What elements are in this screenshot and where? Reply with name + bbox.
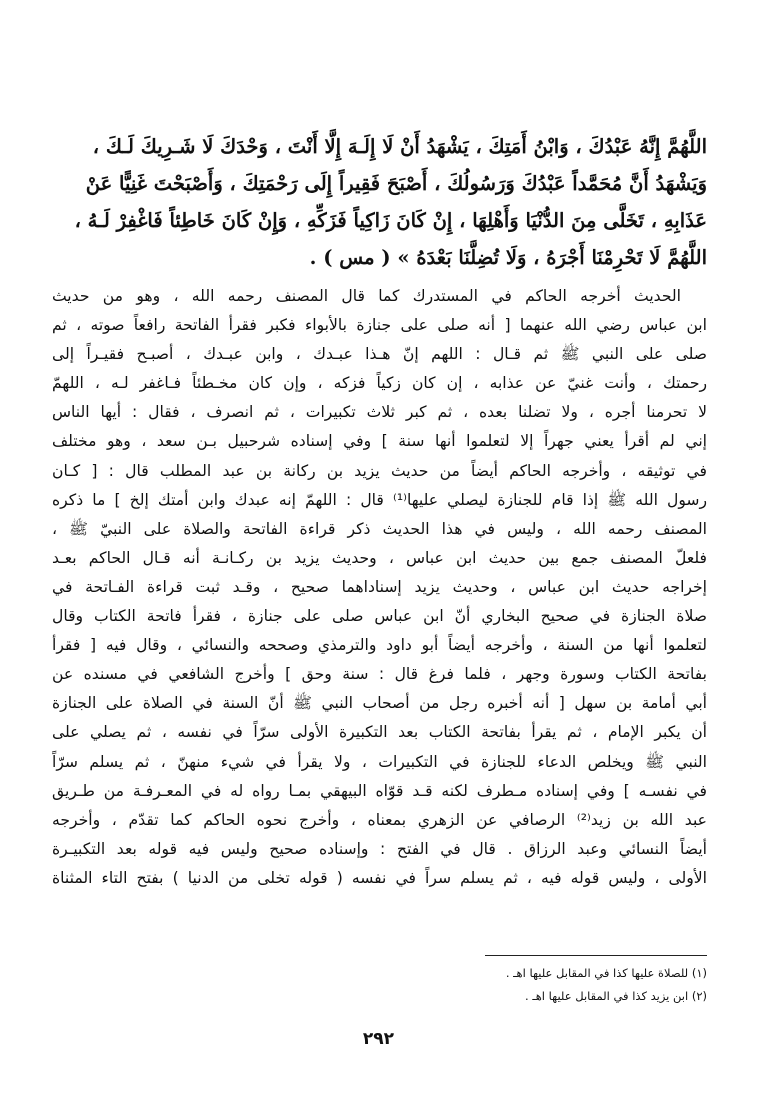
hadith-line: وَيَشْهَدُ أَنَّ مُحَمَّداً عَبْدُكَ وَرَسُولُكَ ، أَصْبَحَ فَقِيراً إِلَى رَحْمَتِكَ ، وَأَصْبَحْتَ غَنِيًّا عَنْ	[85, 172, 707, 195]
commentary-line: عبد الله بن زيد⁽²⁾ الرصافي عن الزهري بمعناه ، وأخرج نحوه الحاكم كما تقدّم ، وأخرجه	[52, 810, 707, 829]
hadith-line: اللَّهُمَّ لَا تَحْرِمْنَا أَجْرَهُ ، وَلَا تُضِلَّنَا بَعْدَهُ » ( مس ) .	[309, 246, 707, 269]
footnote-1: (١) للصلاة عليها كذا في المقابل عليها اهـ .	[505, 966, 707, 980]
commentary-line: أبي أمامة بن سهل [ أنه أخبره رجل من أصحاب النبي ﷺ أنّ السنة في الصلاة على الجنازة	[52, 694, 707, 713]
commentary-line: بفاتحة الكتاب وسورة وجهر ، فلما فرغ قال : سنة وحق ] وأخرج الشافعي في مسنده عن	[52, 665, 707, 684]
commentary-line: الحديث أخرجه الحاكم في المستدرك كما قال المصنف رحمه الله ، وهو من حديث	[52, 287, 681, 305]
commentary-line: رسول الله ﷺ إذا قام للجنازة ليصلي عليها⁽¹⁾ قال : اللهمّ إنه عبدك وابن أمتك إلخ ] ما ذكره	[52, 490, 707, 509]
commentary-line: صلى على النبي ﷺ ثم قـال : اللهم إنّ هـذا عبـدك ، وابن عبـدك ، أصبـح فقيـراً إلى	[52, 345, 707, 364]
commentary-line: المصنف رحمه الله ، وليس في هذا الحديث ذكر قراءة الفاتحة والصلاة على النبيّ ﷺ ،	[52, 519, 707, 538]
commentary-line: إني لم أقرأ يعني جهراً إلا لتعلموا أنها سنة ] وفي إسناده شرحبيل بـن سعد ، وهو مختلف	[52, 432, 707, 451]
page-body	[52, 128, 707, 893]
commentary-text	[52, 282, 707, 893]
hadith-line: عَذَابِهِ ، تَخَلَّى مِنَ الدُّنْيَا وَأَهْلِهَا ، إِنْ كَانَ زَاكِياً فَزَكِّهِ ، وَإِنْ كَانَ خَاطِئاً فَاغْفِرْ لَـهُ ،	[74, 209, 707, 232]
footnotes	[287, 962, 707, 1008]
footnote-divider	[485, 955, 707, 956]
commentary-line: صلاة الجنازة في صحيح البخاري أنّ ابن عباس صلى على جنازة ، فقرأ فاتحة الكتاب وقال	[52, 607, 707, 626]
commentary-line: الأولى ، وليس قوله فيه ، ثم يسلم سراً في نفسه ( قوله تخلى من الدنيا ) بفتح التاء المثناة	[52, 868, 707, 887]
footnote-2: (٢) ابن يزيد كذا في المقابل عليها اهـ .	[525, 989, 707, 1003]
commentary-line: لا تحرمنا أجره ، ولا تضلنا بعده ، ثم كبر ثلاث تكبيرات ، ثم انصرف ، فقال : أيها الناس	[52, 403, 707, 422]
commentary-line: في توثيقه ، وأخرجه الحاكم أيضاً من حديث يزيد بن ركانة بن عبد المطلب قال : [ كـان	[52, 461, 707, 480]
hadith-line: اللَّهُمَّ إِنَّهُ عَبْدُكَ ، وَابْنُ أَمَتِكَ ، يَشْهَدُ أَنْ لَا إِلَـهَ إِلَّا أَنْتَ ، وَحْدَكَ لَا شَـرِيكَ لَـكَ ،	[92, 135, 707, 158]
commentary-line: أن يكبر الإمام ، ثم يقرأ بفاتحة الكتاب بعد التكبيرة الأولى سرّاً في نفسه ، ثم يصلي على	[52, 723, 707, 742]
commentary-line: في نفسـه ] وفي إسناده مـطرف لكنه قـد قوّاه البيهقي بمـا رواه له في المعـرفـة من طـريق	[52, 781, 707, 800]
commentary-line: رحمتك ، وأنت غنيّ عن عذابه ، إن كان زكياً فزكه ، وإن كان مخـطئاً فـاغفر لـه ، اللهمّ	[52, 374, 707, 393]
commentary-line: إخراجه حديث ابن عباس ، وحديث يزيد إسناداهما صحيح ، وقـد ثبت قراءة الفـاتحة في	[52, 577, 707, 596]
commentary-line: لتعلموا أنها من السنة ، وأخرجه أيضاً أبو داود والترمذي وصححه والنسائي ، وقال فيه [ فقرأ	[52, 636, 707, 655]
commentary-line: النبي ﷺ ويخلص الدعاء للجنازة في التكبيرات ، ولا يقرأ في شيء منهنّ ، ثم يسلم سرّاً	[52, 752, 707, 771]
page-number: ٢٩٢	[362, 1029, 395, 1049]
commentary-line: ابن عباس رضي الله عنهما [ أنه صلى على جنازة بالأبواء فكبر فقرأ الفاتحة رافعاً صوته ، ثم	[52, 316, 707, 335]
commentary-line: فلعلّ المصنف جمع بين حديث ابن عباس ، وحديث يزيد بن ركـانـة أنه قـال الحاكم بعـد	[52, 548, 707, 567]
commentary-line: أيضاً النسائي وعبد الرزاق . قال في الفتح : وإسناده صحيح وليس فيه قوله بعد التكبيـرة	[52, 839, 707, 858]
hadith-text	[52, 128, 707, 276]
